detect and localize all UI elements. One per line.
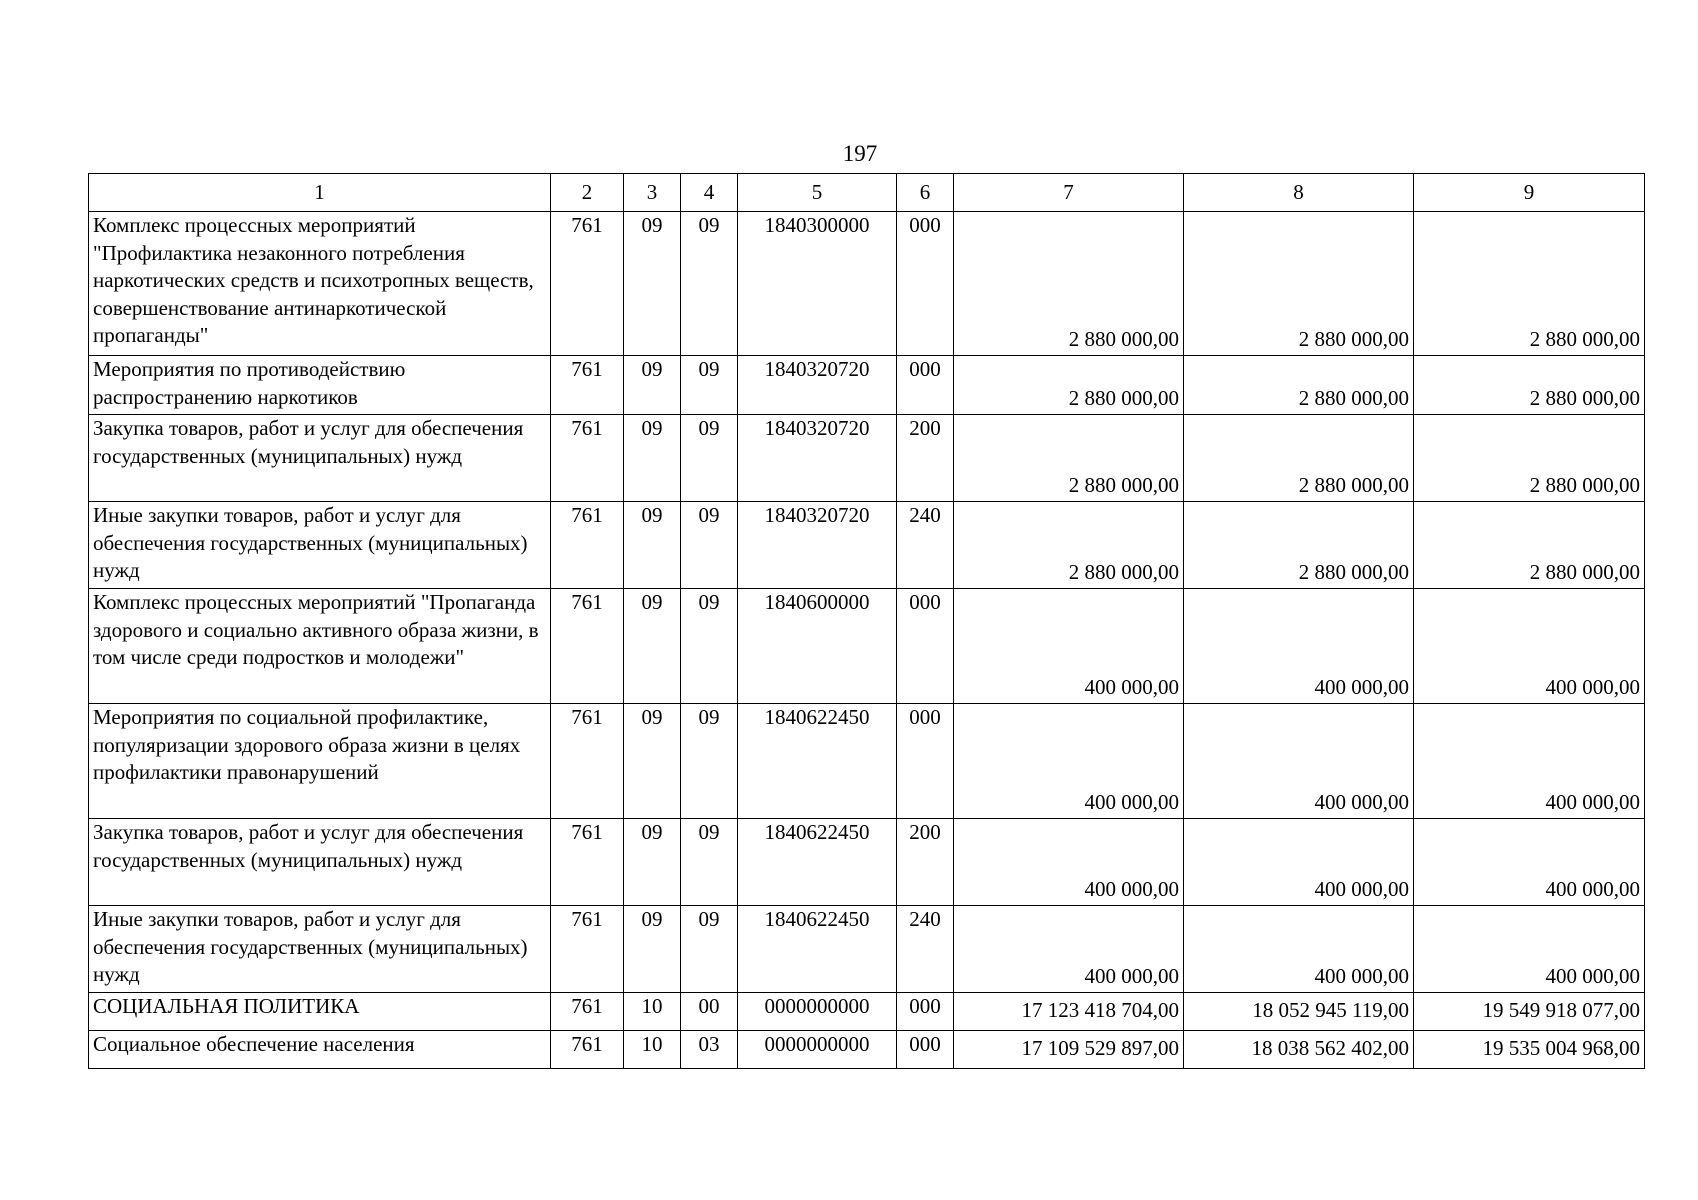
code-cell: 09	[624, 212, 681, 356]
code-cell: 1840622450	[738, 704, 897, 819]
code-cell: 1840320720	[738, 356, 897, 415]
amount-cell: 400 000,00	[1184, 906, 1414, 993]
code-cell: 0000000000	[738, 1031, 897, 1069]
header-cell: 5	[738, 174, 897, 212]
row-name-cell: Закупка товаров, работ и услуг для обеспечения государственных (муниципальных) нужд	[89, 819, 551, 906]
header-cell: 9	[1414, 174, 1645, 212]
code-cell: 200	[897, 415, 954, 502]
code-cell: 1840320720	[738, 415, 897, 502]
header-cell: 4	[681, 174, 738, 212]
code-cell: 09	[681, 819, 738, 906]
table-row	[89, 589, 1645, 704]
amount-cell: 19 535 004 968,00	[1414, 1031, 1645, 1069]
code-cell: 761	[551, 589, 624, 704]
code-cell: 09	[624, 502, 681, 589]
table-row	[89, 502, 1645, 589]
amount-cell: 2 880 000,00	[1184, 212, 1414, 356]
header-cell: 6	[897, 174, 954, 212]
amount-cell: 2 880 000,00	[1184, 415, 1414, 502]
amount-cell: 17 123 418 704,00	[954, 993, 1184, 1031]
code-cell: 000	[897, 212, 954, 356]
header-cell: 8	[1184, 174, 1414, 212]
code-cell: 09	[681, 415, 738, 502]
amount-cell: 2 880 000,00	[1184, 356, 1414, 415]
budget-table	[88, 173, 1645, 1069]
code-cell: 240	[897, 906, 954, 993]
code-cell: 09	[624, 819, 681, 906]
amount-cell: 400 000,00	[954, 819, 1184, 906]
amount-cell: 400 000,00	[1414, 704, 1645, 819]
table-row	[89, 906, 1645, 993]
code-cell: 10	[624, 1031, 681, 1069]
row-name-cell: Мероприятия по противодействию распространению наркотиков	[89, 356, 551, 415]
amount-cell: 2 880 000,00	[954, 356, 1184, 415]
amount-cell: 2 880 000,00	[1414, 415, 1645, 502]
amount-cell: 400 000,00	[1184, 704, 1414, 819]
code-cell: 1840320720	[738, 502, 897, 589]
code-cell: 761	[551, 356, 624, 415]
amount-cell: 400 000,00	[954, 906, 1184, 993]
row-name-cell: Закупка товаров, работ и услуг для обеспечения государственных (муниципальных) нужд	[89, 415, 551, 502]
row-name-cell: Мероприятия по социальной профилактике, популяризации здорового образа жизни в целях профилактики правонарушений	[89, 704, 551, 819]
code-cell: 000	[897, 704, 954, 819]
code-cell: 1840622450	[738, 906, 897, 993]
row-name-cell: Комплекс процессных мероприятий "Пропаганда здорового и социально активного образа жизни, в том числе среди подростков и молодежи"	[89, 589, 551, 704]
row-name-cell: Иные закупки товаров, работ и услуг для обеспечения государственных (муниципальных) нужд	[89, 906, 551, 993]
amount-cell: 17 109 529 897,00	[954, 1031, 1184, 1069]
code-cell: 761	[551, 906, 624, 993]
amount-cell: 400 000,00	[1184, 589, 1414, 704]
code-cell: 09	[624, 589, 681, 704]
code-cell: 10	[624, 993, 681, 1031]
table-row	[89, 415, 1645, 502]
amount-cell: 18 052 945 119,00	[1184, 993, 1414, 1031]
amount-cell: 19 549 918 077,00	[1414, 993, 1645, 1031]
page-number: 197	[842, 141, 878, 166]
amount-cell: 2 880 000,00	[1414, 212, 1645, 356]
amount-cell: 2 880 000,00	[954, 212, 1184, 356]
code-cell: 240	[897, 502, 954, 589]
amount-cell: 400 000,00	[954, 589, 1184, 704]
amount-cell: 2 880 000,00	[1414, 356, 1645, 415]
code-cell: 1840300000	[738, 212, 897, 356]
amount-cell: 400 000,00	[1414, 906, 1645, 993]
code-cell: 761	[551, 502, 624, 589]
code-cell: 761	[551, 819, 624, 906]
table-row	[89, 993, 1645, 1031]
code-cell: 09	[681, 589, 738, 704]
header-cell: 1	[89, 174, 551, 212]
code-cell: 761	[551, 1031, 624, 1069]
code-cell: 761	[551, 704, 624, 819]
amount-cell: 2 880 000,00	[954, 502, 1184, 589]
code-cell: 09	[624, 906, 681, 993]
table-row	[89, 356, 1645, 415]
amount-cell: 2 880 000,00	[1184, 502, 1414, 589]
header-cell: 3	[624, 174, 681, 212]
code-cell: 09	[681, 906, 738, 993]
code-cell: 03	[681, 1031, 738, 1069]
code-cell: 09	[681, 502, 738, 589]
code-cell: 000	[897, 993, 954, 1031]
table-header-row	[89, 174, 1645, 212]
code-cell: 200	[897, 819, 954, 906]
code-cell: 09	[681, 356, 738, 415]
code-cell: 761	[551, 415, 624, 502]
amount-cell: 400 000,00	[1414, 589, 1645, 704]
code-cell: 761	[551, 993, 624, 1031]
row-name-cell: Иные закупки товаров, работ и услуг для обеспечения государственных (муниципальных) нужд	[89, 502, 551, 589]
code-cell: 1840600000	[738, 589, 897, 704]
header-cell: 7	[954, 174, 1184, 212]
code-cell: 09	[681, 704, 738, 819]
code-cell: 09	[624, 704, 681, 819]
amount-cell: 2 880 000,00	[1414, 502, 1645, 589]
code-cell: 000	[897, 1031, 954, 1069]
row-name-cell: Социальное обеспечение населения	[89, 1031, 551, 1069]
header-cell: 2	[551, 174, 624, 212]
row-name-cell: Комплекс процессных мероприятий "Профилактика незаконного потребления наркотических средств и психотропных веществ, совершенствование антинаркотической пропаганды"	[89, 212, 551, 356]
code-cell: 09	[681, 212, 738, 356]
table-row	[89, 819, 1645, 906]
amount-cell: 2 880 000,00	[954, 415, 1184, 502]
amount-cell: 400 000,00	[954, 704, 1184, 819]
table-row	[89, 704, 1645, 819]
code-cell: 761	[551, 212, 624, 356]
code-cell: 09	[624, 356, 681, 415]
code-cell: 00	[681, 993, 738, 1031]
code-cell: 0000000000	[738, 993, 897, 1031]
code-cell: 000	[897, 356, 954, 415]
code-cell: 000	[897, 589, 954, 704]
amount-cell: 18 038 562 402,00	[1184, 1031, 1414, 1069]
amount-cell: 400 000,00	[1414, 819, 1645, 906]
table-row	[89, 212, 1645, 356]
row-name-cell: СОЦИАЛЬНАЯ ПОЛИТИКА	[89, 993, 551, 1031]
amount-cell: 400 000,00	[1184, 819, 1414, 906]
code-cell: 09	[624, 415, 681, 502]
code-cell: 1840622450	[738, 819, 897, 906]
table-row	[89, 1031, 1645, 1069]
